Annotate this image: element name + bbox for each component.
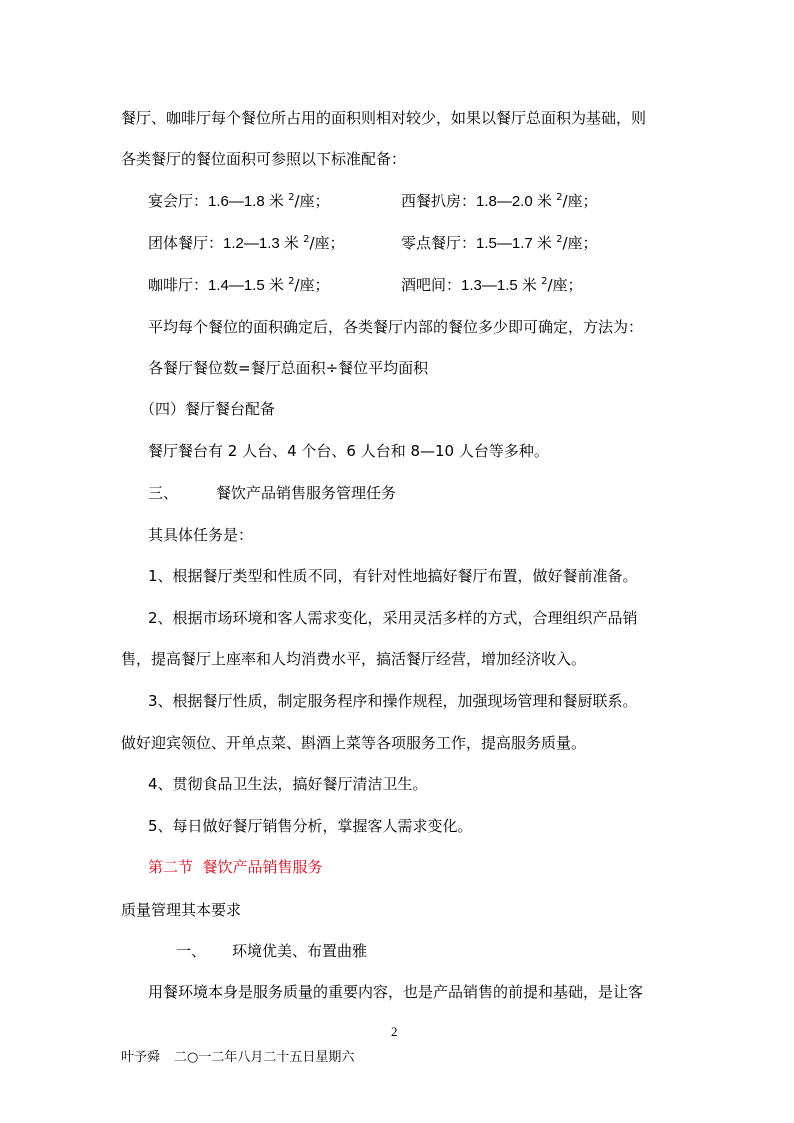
section-title: 餐饮产品销售服务管理任务 [216,484,397,502]
section-heading: （四）餐厅餐台配备 [140,400,276,418]
footer-date: 二○一二年八月二十五日星期六 [174,1050,355,1065]
standard-name: 宴会厅： [148,192,209,210]
subheading: 质量管理其本要求 [121,901,242,919]
standard-value: 1.4—1.5 米 [208,277,289,294]
standard-a-la-carte [401,233,598,256]
page-footer [121,1046,368,1065]
standard-name: 零点餐厅： [401,234,477,252]
chapter-heading: 第二节 餐饮产品销售服务 [148,858,323,876]
superscript: 2 [303,234,310,245]
unit-suffix: /座； [309,234,345,252]
superscript: 2 [288,276,295,287]
standard-name: 团体餐厅： [148,234,224,252]
standard-banquet [148,191,330,214]
standard-name: 西餐扒房： [401,192,477,210]
superscript: 2 [556,192,563,203]
section-number: 三、 [148,484,179,502]
list-item: 2、根据市场环境和客人需求变化，采用灵活多样的方式，合理组织产品销 [148,609,638,627]
unit-suffix: /座； [294,276,330,294]
footer-author: 叶予舜 [121,1050,161,1065]
unit-suffix: /座； [294,192,330,210]
standard-value: 1.6—1.8 米 [208,193,289,210]
standard-cafe [148,275,330,298]
list-item: 3、根据餐厅性质，制定服务程序和操作规程，加强现场管理和餐厨联系。 [148,692,638,710]
standard-group-dining [148,233,345,256]
paragraph-line: 餐厅餐台有 2 人台、4 个台、6 人台和 8—10 人台等多种。 [148,442,549,460]
superscript: 2 [541,276,548,287]
list-item: 5、每日做好餐厅销售分析，掌握客人需求变化。 [148,817,473,835]
section-title: 环境优美、布置曲雅 [232,942,368,960]
section-heading [148,483,396,503]
page-number: 2 [391,1024,398,1039]
superscript: 2 [288,192,295,203]
standard-value: 1.5—1.7 米 [476,235,557,252]
list-item-continued: 做好迎宾领位、开单点菜、斟酒上菜等各项服务工作，提高服务质量。 [121,734,587,752]
unit-suffix: /座； [547,276,583,294]
standard-name: 咖啡厅： [148,276,209,294]
standard-value: 1.8—2.0 米 [476,193,557,210]
list-item: 4、贯彻食品卫生法，搞好餐厅清洁卫生。 [148,775,428,793]
paragraph-line: 其具体任务是： [148,526,254,544]
standard-value: 1.2—1.3 米 [223,235,304,252]
paragraph-line: 用餐环境本身是服务质量的重要内容，也是产品销售的前提和基础，是让客 [148,983,644,1001]
unit-suffix: /座； [562,192,598,210]
standard-western-grill [401,191,598,214]
list-item-continued: 售，提高餐厅上座率和人均消费水平，搞活餐厅经营，增加经济收入。 [121,650,587,668]
section-number: 一、 [176,942,207,960]
superscript: 2 [556,234,563,245]
standard-name: 酒吧间： [401,276,462,294]
section-heading [176,941,367,961]
paragraph-line: 各类餐厅的餐位面积可参照以下标准配备： [121,150,407,168]
standard-bar [401,275,583,298]
unit-suffix: /座； [562,234,598,252]
formula-line: 各餐厅餐位数=餐厅总面积÷餐位平均面积 [148,359,429,377]
paragraph-line: 餐厅、咖啡厅每个餐位所占用的面积则相对较少，如果以餐厅总面积为基础，则 [121,109,647,127]
paragraph-line: 平均每个餐位的面积确定后，各类餐厅内部的餐位多少即可确定，方法为： [148,318,644,336]
list-item: 1、根据餐厅类型和性质不同，有针对性地搞好餐厅布置，做好餐前准备。 [148,567,638,585]
standard-value: 1.3—1.5 米 [461,277,542,294]
